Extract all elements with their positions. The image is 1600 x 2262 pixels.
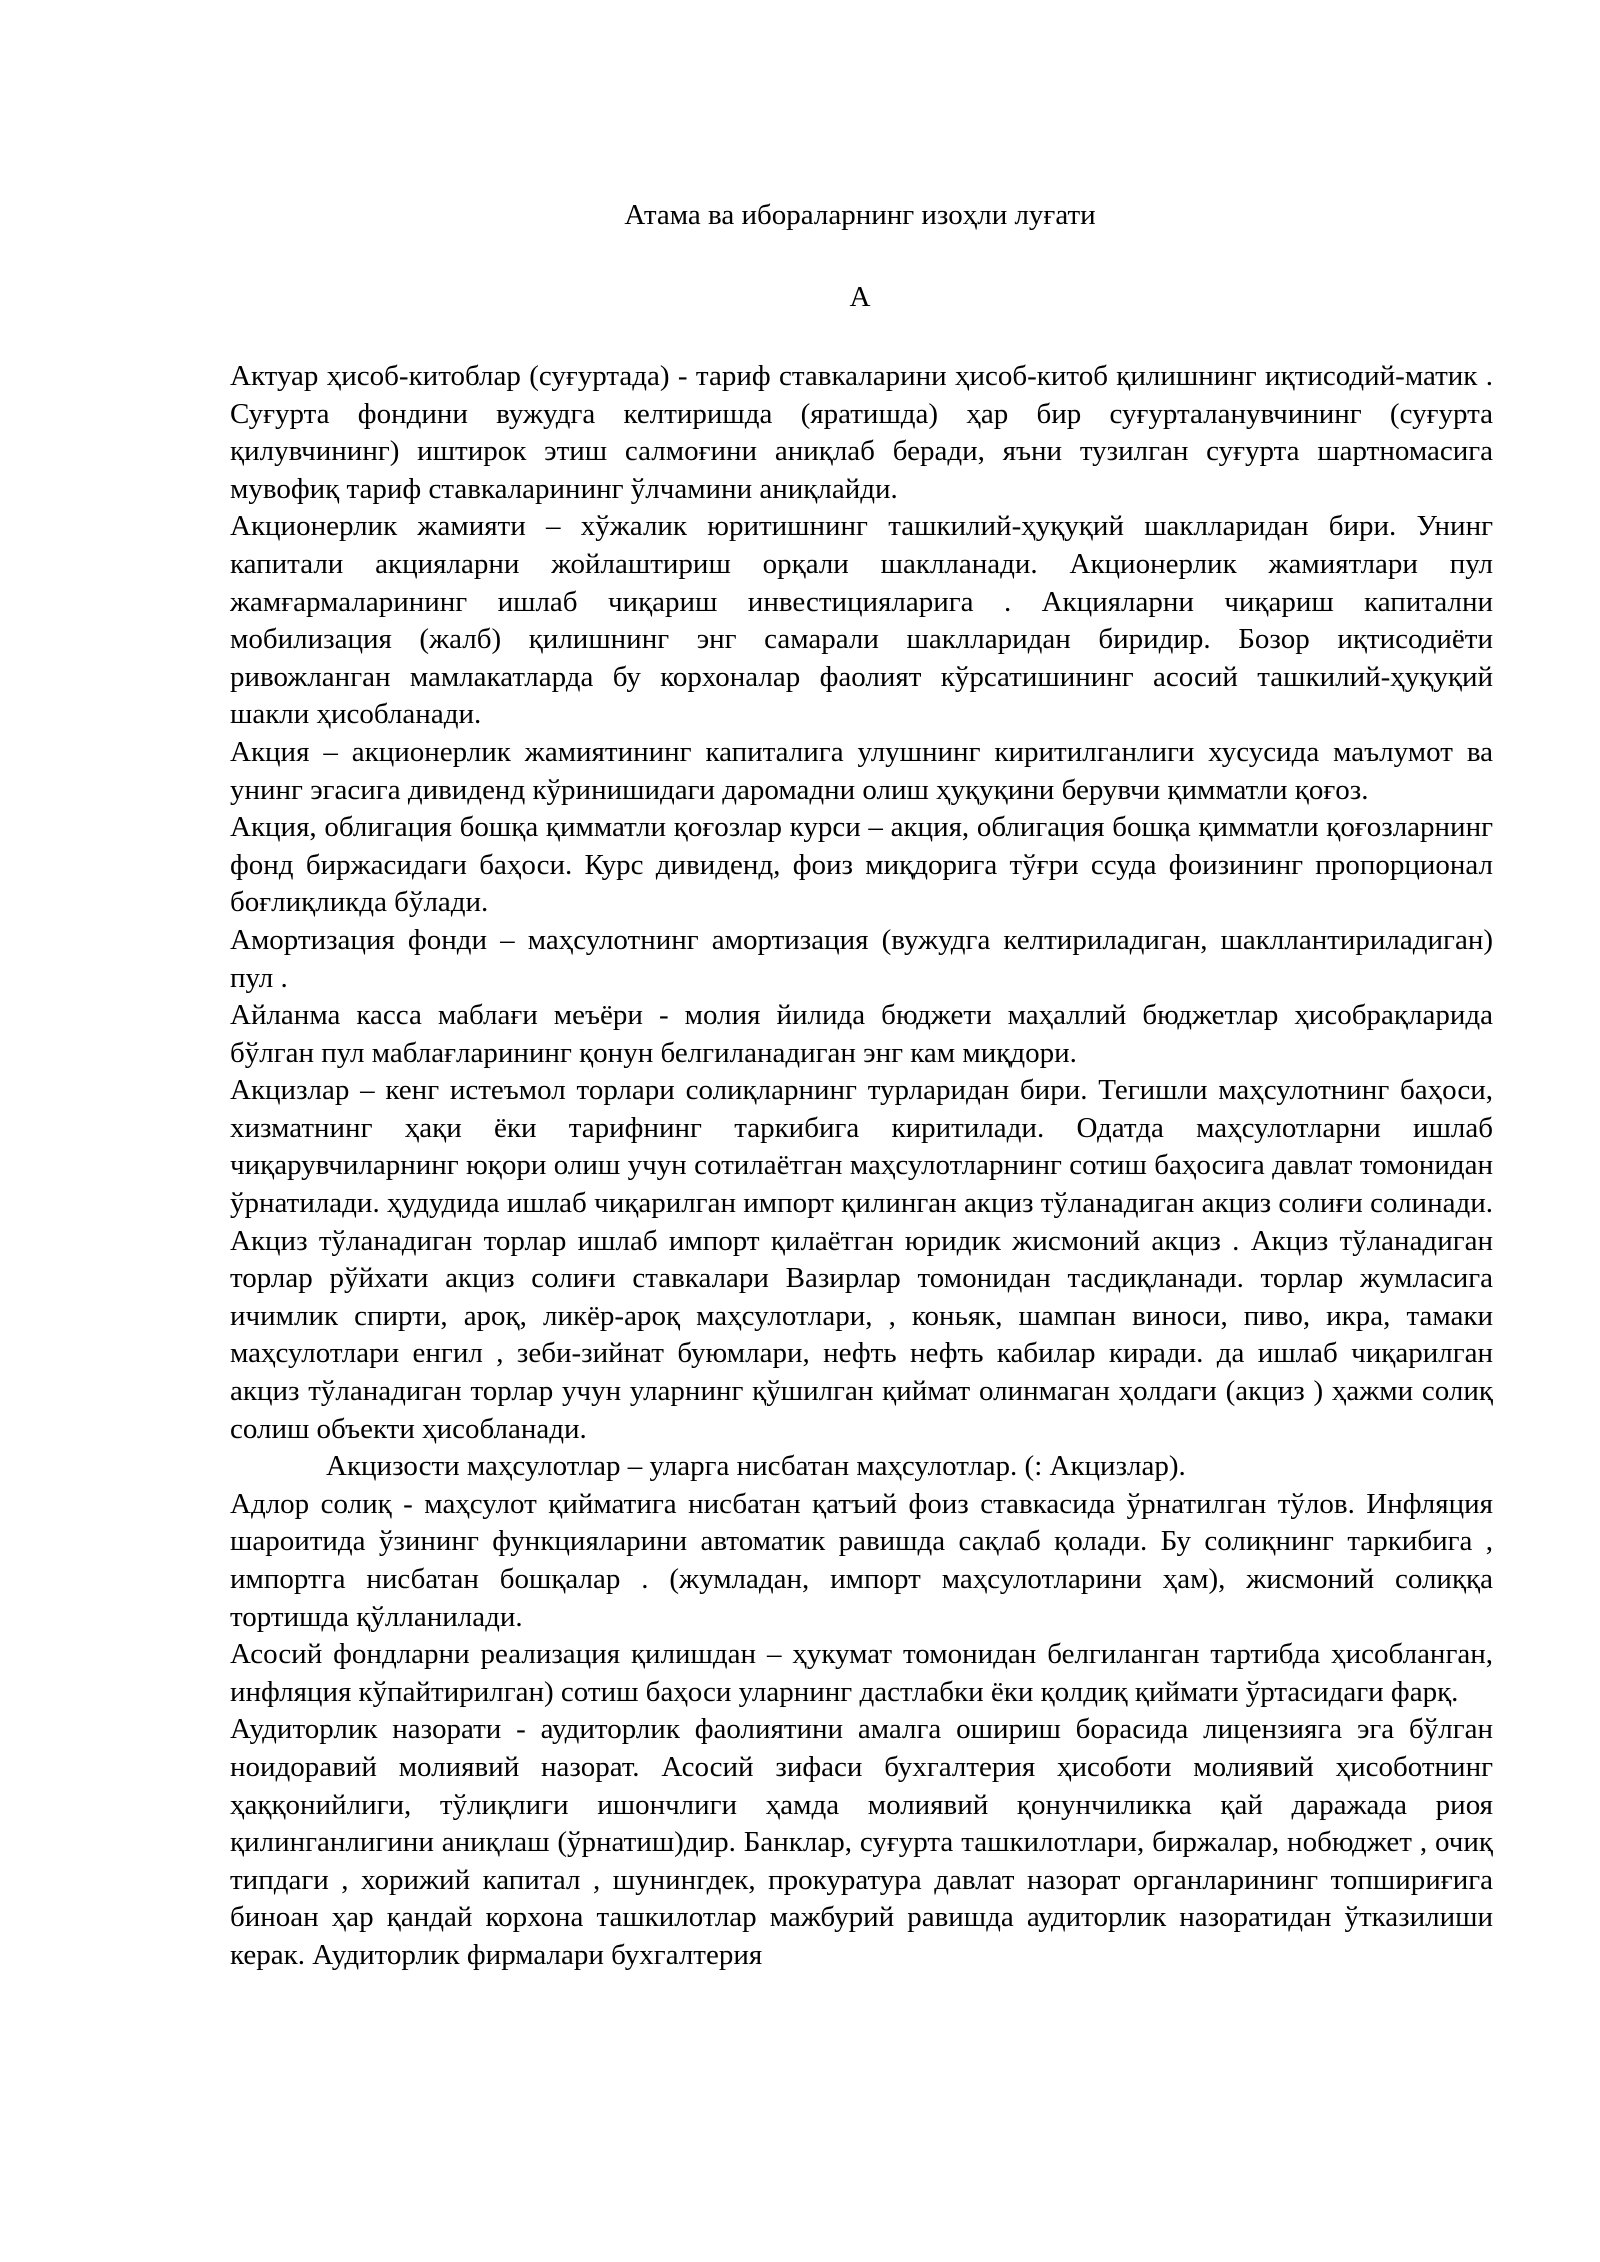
glossary-entry: Адлор солиқ - маҳсулот қийматига нисбатан қатъий фоиз ставкасида ўрнатилган тўлов. Инфляция шароитида ўзининг функцияларини автоматик равишда сақлаб қолади. Бу солиқнинг таркибига , импортга нисбатан бошқалар . (жумладан, импорт маҳсулотларини ҳам), жисмоний солиққа тортишда қўлланилади. [230,1487,1493,1633]
glossary-entry: Асосий фондларни реализация қилишдан – ҳукумат томонидан белгиланган тартибда ҳисобланган, инфляция кўпайтирилган) сотиш баҳоси уларнинг дастлабки ёки қолдиқ қиймати ўртасидаги фарқ. [230,1638,1493,1708]
glossary-entry: Акционерлик жамияти – хўжалик юритишнинг ташкилий-ҳуқуқий шаклларидан бири. Унинг капитали акцияларни жойлаштириш орқали шаклланади. Акционерлик жамиятлари пул жамғармаларининг ишлаб чиқариш инвестицияларига . Акцияларни чиқариш капитални мобилизация (жалб) қилишнинг энг самарали шаклларидан биридир. Бозор иқтисодиёти ривожланган мамлакатларда бу корхоналар фаолият кўрсатишининг асосий ташкилий-ҳуқуқий шакли ҳисобланади. [230,510,1493,731]
glossary-entry: Акция, облигация бошқа қимматли қоғозлар курси – акция, облигация бошқа қимматли қоғозларнинг фонд биржасидаги баҳоси. Курс дивиденд, фоиз миқдорига тўғри ссуда фоизининг пропорционал боғлиқликда бўлади. [230,811,1493,919]
glossary-entry: Амортизация фонди – маҳсулотнинг амортизация (вужудга келтириладиган, шакллантириладиган) пул . [230,923,1493,994]
glossary-entry: Акцизости маҳсулотлар – уларга нисбатан маҳсулотлар. (: Акцизлар). [326,1450,1186,1483]
glossary-entry: Айланма касса маблағи меъёри - молия йилида бюджети маҳаллий бюджетлар ҳисобрақларида бўлган пул маблағларининг қонун белгиланадиган энг кам миқдори. [230,999,1493,1069]
glossary-entry: Аудиторлик назорати - аудиторлик фаолиятини амалга ошириш борасида лицензияга эга бўлган ноидоравий молиявий назорат. Асосий зифаси бухгалтерия ҳисоботи молиявий ҳисоботнинг ҳаққонийлиги, тўлиқлиги ишончлиги ҳамда молиявий қонунчиликка қай даражада риоя қилинганлигини аниқлаш (ўрнатиш)дир. Банклар, суғурта ташкилотлари, биржалар, нобюджет , очиқ типдаги , хорижий капитал , шунингдек, прокуратура давлат назорат органларининг топшириғига биноан ҳар қандай корхона ташкилотлар мажбурий равишда аудиторлик назоратидан ўтказилиши керак. Аудиторлик фирмалари бухгалтерия [230,1713,1493,1971]
glossary-entry: Акцизлар – кенг истеъмол торлари солиқларнинг турларидан бири. Тегишли маҳсулотнинг баҳоси, хизматнинг ҳақи ёки тарифнинг таркибига киритилади. Одатда маҳсулотларни ишлаб чиқарувчиларнинг юқори олиш учун сотилаётган маҳсулотларнинг сотиш баҳосига давлат томонидан ўрнатилади. ҳудудида ишлаб чиқарилган импорт қилинган акциз тўланадиган акциз солиғи солинади. Акциз тўланадиган торлар ишлаб импорт қилаётган юридик жисмоний акциз . Акциз тўланадиган торлар рўйхати акциз солиғи ставкалари Вазирлар томонидан тасдиқланади. торлар жумласига ичимлик спирти, ароқ, ликёр-ароқ маҳсулотлари, , коньяк, шампан виноси, пиво, икра, тамаки маҳсулотлари енгил , зеби-зийнат буюмлари, нефть нефть кабилар киради. да ишлаб чиқарилган акциз тўланадиган торлар учун уларнинг қўшилган қиймат олинмаган ҳолдаги (акциз ) ҳажми солиқ солиш объекти ҳисобланади. [230,1074,1493,1445]
page-title: Атама ва ибораларнинг изоҳли луғати [624,199,1096,231]
glossary-entry: Акция – акционерлик жамиятининг капиталига улушнинг киритилганлиги хусусида маълумот ва унинг эгасига дивиденд кўринишидаги даромадни олиш ҳуқуқини берувчи қимматли қоғоз. [230,735,1493,806]
glossary-body [230,358,1493,1975]
glossary-entry: Актуар ҳисоб-китоблар (суғуртада) - тариф ставкаларини ҳисоб-китоб қилишнинг иқтисодий-матик . Суғурта фондини вужудга келтиришда (яратишда) ҳар бир суғурталанувчининг (суғурта қилувчининг) иштирок этиш салмоғини аниқлаб беради, яъни тузилган суғурта шартномасига мувофиқ тариф ставкаларининг ўлчамини аниқлайди. [230,360,1493,505]
section-letter: А [849,281,871,313]
